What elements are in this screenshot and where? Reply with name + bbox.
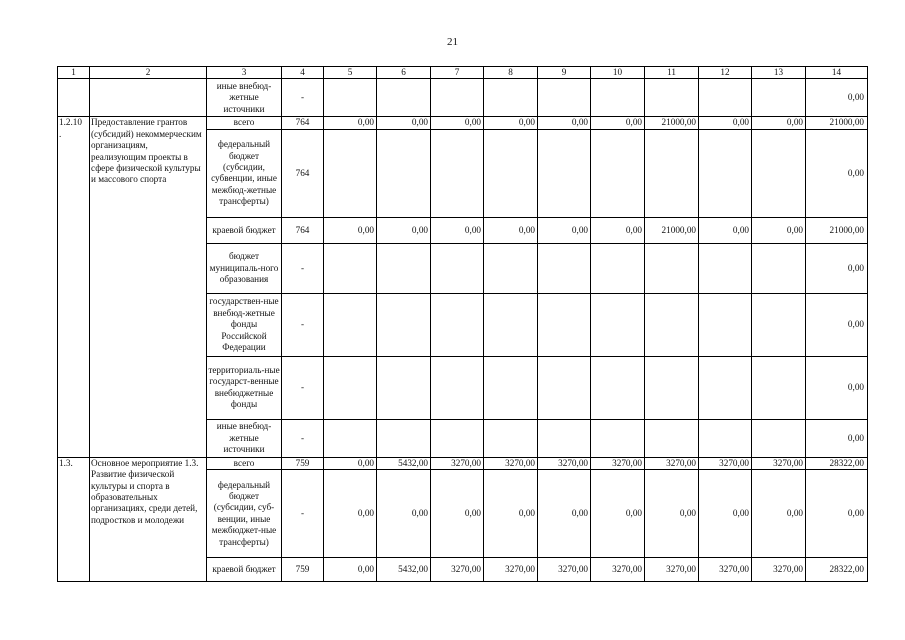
table-row (58, 457, 868, 469)
value-cell: 0,00 (431, 470, 484, 558)
total-cell: 0,00 (806, 79, 868, 117)
value-cell: 3270,00 (538, 558, 591, 582)
value-cell: 0,00 (324, 217, 377, 243)
value-cell: 21000,00 (645, 217, 699, 243)
value-cell: 0,00 (538, 470, 591, 558)
value-cell: 0,00 (591, 217, 645, 243)
value-cell: 3270,00 (699, 558, 752, 582)
total-cell: 28322,00 (806, 457, 868, 469)
value-cell: 0,00 (538, 117, 591, 129)
value-cell: 3270,00 (591, 457, 645, 469)
header-cell: 14 (806, 67, 868, 79)
total-cell: 0,00 (806, 419, 868, 457)
header-cell: 3 (207, 67, 282, 79)
value-cell: 3270,00 (699, 457, 752, 469)
code-cell: 759 (282, 558, 324, 582)
total-cell: 21000,00 (806, 217, 868, 243)
code-cell: 764 (282, 217, 324, 243)
budget-table (57, 66, 868, 582)
total-cell: 0,00 (806, 470, 868, 558)
value-cell: 0,00 (752, 217, 806, 243)
code-cell: 764 (282, 117, 324, 129)
funding-source: государствен-ные внебюд-жетные фонды Российской Федерации (207, 293, 282, 356)
value-cell: 3270,00 (538, 457, 591, 469)
funding-source: федеральный бюджет (субсидии, суб-венции, иные межбюджет-ные трансферты) (207, 470, 282, 558)
funding-source: иные внебюд-жетные источники (207, 419, 282, 457)
header-cell: 12 (699, 67, 752, 79)
funding-source: бюджет муниципаль-ного образования (207, 243, 282, 293)
item-name: Основное мероприятие 1.3. Развитие физической культуры и спорта в образовательных организациях, среди детей, подростков и молодежи (90, 457, 207, 581)
value-cell: 0,00 (752, 117, 806, 129)
header-cell: 7 (431, 67, 484, 79)
value-cell: 3270,00 (484, 457, 538, 469)
code-cell: - (282, 293, 324, 356)
funding-source: всего (207, 457, 282, 469)
total-cell: 28322,00 (806, 558, 868, 582)
funding-source: территориаль-ные государст-венные внебюджетные фонды (207, 356, 282, 419)
value-cell: 0,00 (484, 217, 538, 243)
value-cell: 0,00 (324, 117, 377, 129)
value-cell: 0,00 (699, 217, 752, 243)
item-number: 1.2.10 . (58, 117, 90, 457)
value-cell: 0,00 (377, 117, 431, 129)
total-cell: 0,00 (806, 129, 868, 217)
header-cell: 6 (377, 67, 431, 79)
value-cell: 0,00 (324, 558, 377, 582)
funding-source: краевой бюджет (207, 558, 282, 582)
funding-source: краевой бюджет (207, 217, 282, 243)
value-cell: 3270,00 (431, 558, 484, 582)
code-cell: - (282, 419, 324, 457)
total-cell: 0,00 (806, 293, 868, 356)
value-cell: 3270,00 (484, 558, 538, 582)
value-cell: 0,00 (538, 217, 591, 243)
item-number: 1.3. (58, 457, 90, 581)
header-cell: 5 (324, 67, 377, 79)
total-cell: 0,00 (806, 356, 868, 419)
value-cell: 0,00 (484, 117, 538, 129)
header-cell: 9 (538, 67, 591, 79)
value-cell: 3270,00 (591, 558, 645, 582)
header-cell: 4 (282, 67, 324, 79)
code-cell: - (282, 79, 324, 117)
value-cell: 0,00 (324, 457, 377, 469)
header-cell: 1 (58, 67, 90, 79)
code-cell: - (282, 470, 324, 558)
total-cell: 0,00 (806, 243, 868, 293)
funding-source: федеральный бюджет (субсидии, субвенции, иные межбюд-жетные трансферты) (207, 129, 282, 217)
value-cell: 5432,00 (377, 457, 431, 469)
item-name: Предоставление грантов (субсидий) некоммерческим организациям, реализующим проекты в сфере физической культуры и массового спорта (90, 117, 207, 457)
value-cell: 3270,00 (645, 457, 699, 469)
header-row (58, 67, 868, 79)
table-row (58, 79, 868, 117)
value-cell: 0,00 (431, 217, 484, 243)
code-cell: 764 (282, 129, 324, 217)
code-cell: - (282, 356, 324, 419)
value-cell: 0,00 (699, 117, 752, 129)
total-cell: 21000,00 (806, 117, 868, 129)
table-row (58, 117, 868, 129)
value-cell: 0,00 (699, 470, 752, 558)
value-cell: 0,00 (645, 470, 699, 558)
value-cell: 0,00 (377, 470, 431, 558)
funding-source: всего (207, 117, 282, 129)
value-cell: 21000,00 (645, 117, 699, 129)
page-number: 21 (447, 36, 458, 48)
code-cell: 759 (282, 457, 324, 469)
header-cell: 11 (645, 67, 699, 79)
funding-source: иные внебюд-жетные источники (207, 79, 282, 117)
value-cell: 0,00 (591, 117, 645, 129)
header-cell: 8 (484, 67, 538, 79)
value-cell: 0,00 (377, 217, 431, 243)
value-cell: 3270,00 (431, 457, 484, 469)
header-cell: 2 (90, 67, 207, 79)
value-cell: 3270,00 (752, 457, 806, 469)
value-cell: 0,00 (324, 470, 377, 558)
value-cell: 0,00 (484, 470, 538, 558)
header-cell: 10 (591, 67, 645, 79)
value-cell: 5432,00 (377, 558, 431, 582)
value-cell: 3270,00 (645, 558, 699, 582)
value-cell: 3270,00 (752, 558, 806, 582)
header-cell: 13 (752, 67, 806, 79)
value-cell: 0,00 (752, 470, 806, 558)
code-cell: - (282, 243, 324, 293)
value-cell: 0,00 (431, 117, 484, 129)
value-cell: 0,00 (591, 470, 645, 558)
